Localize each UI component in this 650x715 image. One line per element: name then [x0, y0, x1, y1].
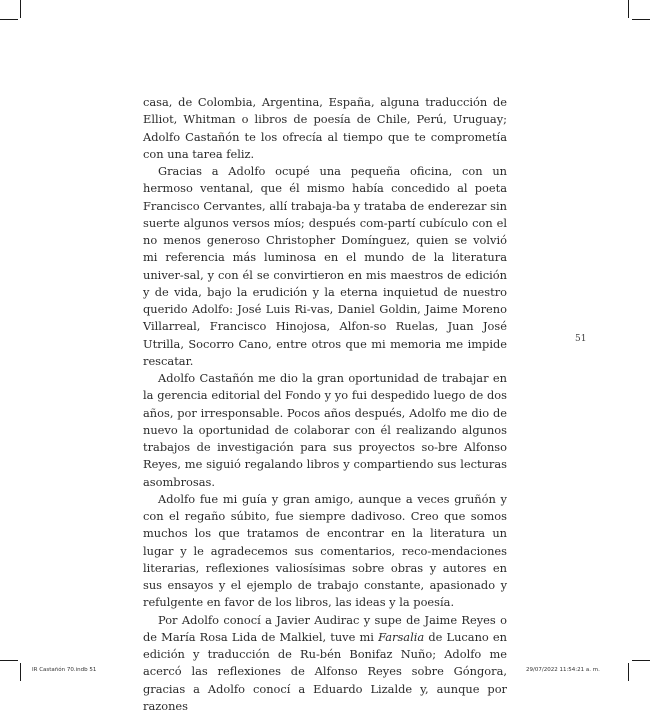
text-run: Por Adolfo conocí a Javier Audirac y supe de Jaime Reyes o de María Rosa Lida de Malkiel, tuve mi — [143, 613, 507, 644]
paragraph — [143, 491, 507, 612]
paragraph — [143, 370, 507, 491]
paragraph — [143, 163, 507, 370]
crop-mark-top-right — [628, 0, 629, 18]
crop-mark-top-left-h — [0, 19, 18, 20]
slug-timestamp: 29/07/2022 11:54:21 a. m. — [526, 667, 600, 673]
crop-mark-bottom-left — [20, 663, 21, 681]
italic-title: Farsalia — [378, 630, 424, 644]
text-run: Adolfo Castañón me dio la gran oportunidad de trabajar en la gerencia editorial del Fondo y yo fui despedido luego de dos años, por irresponsable. Pocos años después, Adolfo me dio de nuevo la oportunidad de colaborar con él realizando algunos trabajos de investigación para sus proyectos so-bre Alfonso Reyes, me siguió regalando libros y compartiendo sus lecturas asombrosas. — [143, 371, 507, 489]
crop-mark-bottom-left-h — [0, 660, 18, 661]
crop-mark-top-right-h — [632, 19, 650, 20]
text-run: Adolfo fue mi guía y gran amigo, aunque a veces gruñón y con el regaño súbito, fue siempre dadivoso. Creo que somos muchos los que tratamos de encontrar en la literatura un lugar y le agradecemos sus comentarios, reco-mendaciones literarias, reflexiones valiosísimas sobre obras y autores en sus ensayos y el ejemplo de trabajo constante, apasionado y refulgente en favor de los libros, las ideas y la poesía. — [143, 492, 507, 610]
crop-mark-top-left — [20, 0, 21, 18]
crop-mark-bottom-right — [628, 663, 629, 681]
paragraph — [143, 94, 507, 163]
text-run: de Lucano en edición y traducción de Ru-bén Bonifaz Nuño; Adolfo me acercó las reflexiones de Alfonso Reyes sobre Góngora, gracias a Adolfo conocí a Eduardo Lizalde y, aunque por razones — [143, 630, 507, 713]
text-run: casa, de Colombia, Argentina, España, alguna traducción de Elliot, Whitman o libros de poesía de Chile, Perú, Uruguay; Adolfo Castañón te los ofrecía al tiempo que te comprometía con una tarea feliz. — [143, 95, 507, 161]
text-run: Gracias a Adolfo ocupé una pequeña oficina, con un hermoso ventanal, que él mismo había concedido al poeta Francisco Cervantes, allí trabaja-ba y trataba de enderezar sin suerte algunos versos míos; después com-partí cubículo con el no menos generoso Christopher Domínguez, quien se volvió mi referencia más luminosa en el mundo de la literatura univer-sal, y con él se convirtieron en mis maestros de edición y de vida, bajo la erudición y la eterna inquietud de nuestro querido Adolfo: José Luis Ri-vas, Daniel Goldin, Jaime Moreno Villarreal, Francisco Hinojosa, Alfon-so Ruelas, Juan José Utrilla, Socorro Cano, entre otros que mi memoria me impide rescatar. — [143, 164, 507, 368]
slug-file: IR Castañón 70.indb 51 — [32, 667, 96, 673]
crop-mark-bottom-right-h — [632, 660, 650, 661]
body-text — [143, 94, 507, 715]
paragraph — [143, 612, 507, 715]
page-number: 51 — [575, 334, 586, 344]
